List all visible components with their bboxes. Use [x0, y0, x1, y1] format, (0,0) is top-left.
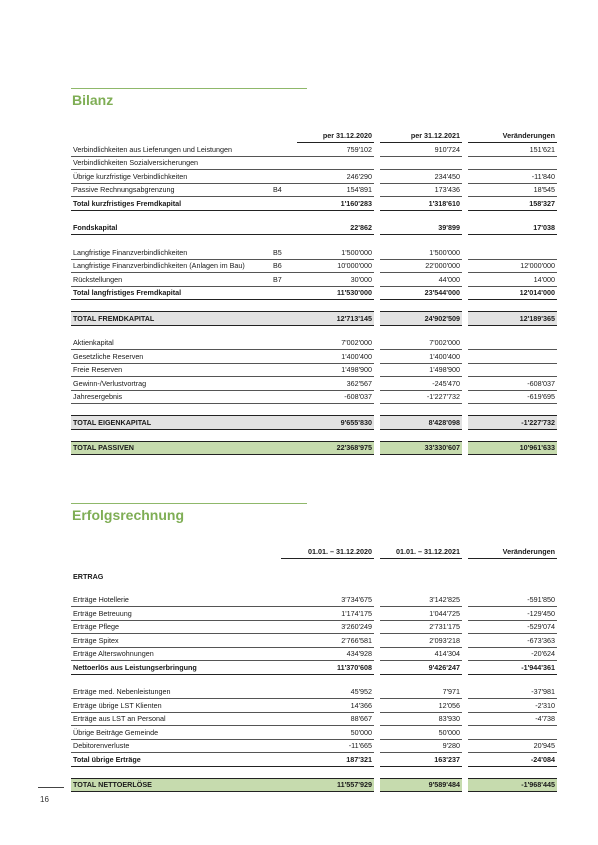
value-col2	[380, 404, 462, 415]
header-blank-cell	[271, 545, 281, 559]
value-col3: -20'624	[468, 648, 557, 662]
value-col2: 1'400'400	[380, 350, 462, 364]
row-note	[271, 570, 281, 583]
erfolgsrechnung-title-rule	[71, 503, 307, 504]
row-note: B5	[271, 246, 297, 260]
value-col2: 7'002'000	[380, 337, 462, 351]
row-label: Langfristige Finanzverbindlichkeiten	[71, 246, 271, 260]
value-col2	[380, 570, 462, 583]
bilanz-title-rule	[71, 88, 307, 89]
value-col3: 17'038	[468, 222, 557, 236]
row-note	[271, 197, 297, 211]
spacer-row	[71, 583, 557, 594]
value-col3	[468, 350, 557, 364]
value-col3: 158'327	[468, 197, 557, 211]
row-note	[271, 211, 297, 222]
row-note: B4	[271, 184, 297, 198]
row-label	[71, 430, 271, 441]
table-row	[71, 713, 557, 727]
value-col1: 3'260'249	[281, 621, 374, 635]
value-col2	[380, 235, 462, 246]
value-col2: 910'724	[380, 143, 462, 157]
row-note	[271, 157, 297, 171]
row-label	[71, 675, 271, 686]
value-col1: 434'928	[281, 648, 374, 662]
value-col3: 10'961'633	[468, 441, 557, 456]
page-number: 16	[40, 795, 49, 804]
row-note	[271, 726, 281, 740]
table-row	[71, 634, 557, 648]
value-col1	[297, 300, 374, 311]
value-col1: 1'160'283	[297, 197, 374, 211]
row-label: Nettoerlös aus Leistungserbringung	[71, 661, 271, 675]
value-col1	[297, 404, 374, 415]
spacer-row	[71, 430, 557, 441]
row-label: Gesetzliche Reserven	[71, 350, 271, 364]
row-label: Erträge Alterswohnungen	[71, 648, 271, 662]
spacer-row	[71, 404, 557, 415]
value-col2	[380, 300, 462, 311]
table-row	[71, 260, 557, 274]
value-col1	[297, 157, 374, 171]
row-label: Total kurzfristiges Fremdkapital	[71, 197, 271, 211]
value-col2: 33'330'607	[380, 441, 462, 456]
spacer-row	[71, 767, 557, 778]
row-note	[271, 337, 297, 351]
value-col1: -11'665	[281, 740, 374, 754]
row-note	[271, 607, 281, 621]
row-note	[271, 235, 297, 246]
row-note	[271, 713, 281, 727]
table-row	[71, 661, 557, 675]
row-note	[271, 326, 297, 337]
row-label	[71, 767, 271, 778]
value-col2: 22'000'000	[380, 260, 462, 274]
value-col3	[468, 726, 557, 740]
table-row	[71, 143, 557, 157]
value-col1	[281, 767, 374, 778]
row-note	[271, 594, 281, 608]
value-col3	[468, 675, 557, 686]
row-note	[271, 661, 281, 675]
row-label: Verbindlichkeiten aus Lieferungen und Leistungen	[71, 143, 271, 157]
row-label: Erträge aus LST an Personal	[71, 713, 271, 727]
row-label: Aktienkapital	[71, 337, 271, 351]
value-col2: 414'304	[380, 648, 462, 662]
table-row	[71, 273, 557, 287]
value-col2: 234'450	[380, 170, 462, 184]
value-col2: 7'971	[380, 686, 462, 700]
row-note	[271, 300, 297, 311]
footer-rule	[38, 787, 64, 788]
table-row	[71, 197, 557, 211]
value-col1: 1'400'400	[297, 350, 374, 364]
table-row	[71, 778, 557, 793]
row-label: Erträge Hotellerie	[71, 594, 271, 608]
value-col1: 11'370'608	[281, 661, 374, 675]
row-label: Erträge übrige LST Klienten	[71, 699, 271, 713]
row-note	[271, 143, 297, 157]
row-note	[271, 311, 297, 326]
table-row	[71, 391, 557, 405]
value-col1	[281, 583, 374, 594]
value-col2	[380, 430, 462, 441]
table-row	[71, 441, 557, 456]
row-label: TOTAL PASSIVEN	[71, 441, 271, 456]
row-label: TOTAL EIGENKAPITAL	[71, 415, 271, 430]
column-header: 01.01. – 31.12.2020	[281, 545, 374, 559]
row-label: Erträge Betreuung	[71, 607, 271, 621]
value-col3: 151'621	[468, 143, 557, 157]
value-col3: -1'968'445	[468, 778, 557, 793]
row-label	[71, 211, 271, 222]
value-col2	[380, 675, 462, 686]
value-col1	[281, 570, 374, 583]
value-col2	[380, 211, 462, 222]
row-note	[271, 648, 281, 662]
spacer-row	[71, 559, 557, 570]
row-note	[271, 170, 297, 184]
table-header-row	[71, 129, 557, 143]
value-col1: 1'174'175	[281, 607, 374, 621]
header-blank-cell	[71, 545, 271, 559]
column-header: 01.01. – 31.12.2021	[380, 545, 462, 559]
value-col2: 83'930	[380, 713, 462, 727]
value-col2: -1'227'732	[380, 391, 462, 405]
value-col3: -11'840	[468, 170, 557, 184]
value-col1: 362'567	[297, 377, 374, 391]
value-col2: 23'544'000	[380, 287, 462, 301]
value-col1	[281, 675, 374, 686]
value-col1: 12'713'145	[297, 311, 374, 326]
value-col3	[468, 430, 557, 441]
erfolgsrechnung-title: Erfolgsrechnung	[72, 507, 185, 523]
value-col2: 163'237	[380, 753, 462, 767]
erfolgsrechnung-table	[71, 545, 557, 792]
value-col2: 1'500'000	[380, 246, 462, 260]
value-col2: 50'000	[380, 726, 462, 740]
value-col1: 50'000	[281, 726, 374, 740]
table-row	[71, 184, 557, 198]
table-row	[71, 246, 557, 260]
value-col3: 14'000	[468, 273, 557, 287]
row-label: Übrige Beiträge Gemeinde	[71, 726, 271, 740]
value-col3: 12'000'000	[468, 260, 557, 274]
value-col2: 8'428'098	[380, 415, 462, 430]
row-note	[271, 686, 281, 700]
table-row	[71, 170, 557, 184]
row-label: ERTRAG	[73, 571, 104, 581]
row-note: B7	[271, 273, 297, 287]
row-label: Erträge Pflege	[71, 621, 271, 635]
value-col3: -37'981	[468, 686, 557, 700]
column-header: per 31.12.2021	[380, 129, 462, 143]
table-row	[71, 699, 557, 713]
value-col3: 20'945	[468, 740, 557, 754]
value-col3: -591'850	[468, 594, 557, 608]
row-note	[271, 287, 297, 301]
table-row	[71, 415, 557, 430]
value-col3: -673'363	[468, 634, 557, 648]
table-row	[71, 311, 557, 326]
table-row	[71, 157, 557, 171]
value-col2: 1'044'725	[380, 607, 462, 621]
value-col2: 9'280	[380, 740, 462, 754]
value-col1: 22'862	[297, 222, 374, 236]
value-col1: 88'667	[281, 713, 374, 727]
value-col3	[468, 300, 557, 311]
row-note	[271, 740, 281, 754]
row-label: TOTAL FREMDKAPITAL	[71, 311, 271, 326]
table-row	[71, 377, 557, 391]
row-label	[71, 326, 271, 337]
value-col1: 30'000	[297, 273, 374, 287]
value-col2	[380, 157, 462, 171]
table-row	[71, 594, 557, 608]
value-col3	[468, 326, 557, 337]
value-col1	[281, 559, 374, 570]
table-row	[71, 648, 557, 662]
value-col3: -1'944'361	[468, 661, 557, 675]
table-row	[71, 337, 557, 351]
value-col3	[468, 157, 557, 171]
row-label: Jahresergebnis	[71, 391, 271, 405]
value-col3	[468, 211, 557, 222]
value-col2: 12'056	[380, 699, 462, 713]
bilanz-table	[71, 129, 557, 455]
value-col1: 154'891	[297, 184, 374, 198]
value-col3: -529'074	[468, 621, 557, 635]
value-col1: 11'557'929	[281, 778, 374, 793]
value-col2: 3'142'825	[380, 594, 462, 608]
value-col2: 173'436	[380, 184, 462, 198]
value-col1: 759'102	[297, 143, 374, 157]
value-col1: -608'037	[297, 391, 374, 405]
value-col3	[468, 767, 557, 778]
table-row	[71, 740, 557, 754]
row-note	[271, 559, 281, 570]
value-col1: 10'000'000	[297, 260, 374, 274]
value-col3: 12'014'000	[468, 287, 557, 301]
row-note	[271, 441, 297, 456]
row-note	[271, 364, 297, 378]
row-note	[271, 430, 297, 441]
row-label: Fondskapital	[71, 222, 271, 236]
column-header: Veränderungen	[468, 545, 557, 559]
row-label: Total übrige Erträge	[71, 753, 271, 767]
row-label	[71, 404, 271, 415]
value-col1	[297, 430, 374, 441]
table-row	[71, 686, 557, 700]
value-col3	[468, 246, 557, 260]
value-col3	[468, 364, 557, 378]
table-row	[71, 753, 557, 767]
value-col1	[297, 326, 374, 337]
value-col1: 9'655'830	[297, 415, 374, 430]
value-col2: -245'470	[380, 377, 462, 391]
spacer-row	[71, 300, 557, 311]
row-label: Debitorenverluste	[71, 740, 271, 754]
row-label	[71, 583, 271, 594]
value-col3: -4'738	[468, 713, 557, 727]
value-col3	[468, 559, 557, 570]
value-col3: -129'450	[468, 607, 557, 621]
value-col3: 18'545	[468, 184, 557, 198]
column-header: per 31.12.2020	[297, 129, 374, 143]
row-note	[271, 778, 281, 793]
value-col3	[468, 583, 557, 594]
table-row	[71, 364, 557, 378]
row-note	[271, 675, 281, 686]
row-note	[271, 634, 281, 648]
value-col1: 3'734'675	[281, 594, 374, 608]
row-label: Langfristige Finanzverbindlichkeiten (Anlagen im Bau)	[71, 260, 271, 274]
row-label: Erträge med. Nebenleistungen	[71, 686, 271, 700]
value-col1: 7'002'000	[297, 337, 374, 351]
value-col2: 39'899	[380, 222, 462, 236]
table-row	[71, 726, 557, 740]
table-row	[71, 350, 557, 364]
value-col3: -2'310	[468, 699, 557, 713]
column-header: Veränderungen	[468, 129, 557, 143]
bilanz-title: Bilanz	[72, 92, 114, 108]
value-col2: 2'093'218	[380, 634, 462, 648]
value-col2: 9'426'247	[380, 661, 462, 675]
value-col2	[380, 767, 462, 778]
header-blank-cell	[71, 129, 271, 143]
row-label: TOTAL NETTOERLÖSE	[71, 778, 271, 793]
value-col3: -619'695	[468, 391, 557, 405]
value-col2	[380, 326, 462, 337]
row-label: Rückstellungen	[71, 273, 271, 287]
value-col2	[380, 559, 462, 570]
spacer-row	[71, 326, 557, 337]
spacer-row	[71, 675, 557, 686]
row-label	[71, 300, 271, 311]
row-note	[271, 583, 281, 594]
row-label: Übrige kurzfristige Verbindlichkeiten	[71, 170, 271, 184]
row-note	[271, 350, 297, 364]
value-col3: 12'189'365	[468, 311, 557, 326]
value-col1: 14'366	[281, 699, 374, 713]
row-label	[71, 235, 271, 246]
value-col2: 2'731'175	[380, 621, 462, 635]
value-col1	[297, 211, 374, 222]
value-col3: -1'227'732	[468, 415, 557, 430]
value-col1: 11'530'000	[297, 287, 374, 301]
value-col1: 246'290	[297, 170, 374, 184]
row-label: Verbindlichkeiten Sozialversicherungen	[71, 157, 271, 171]
row-label: Gewinn-/Verlustvortrag	[71, 377, 271, 391]
row-note	[271, 699, 281, 713]
value-col2: 44'000	[380, 273, 462, 287]
row-note	[271, 621, 281, 635]
row-note: B6	[271, 260, 297, 274]
value-col3	[468, 404, 557, 415]
value-col2: 24'902'509	[380, 311, 462, 326]
table-row	[71, 621, 557, 635]
table-row	[71, 607, 557, 621]
value-col2: 9'589'484	[380, 778, 462, 793]
row-note	[271, 404, 297, 415]
row-label	[71, 559, 271, 570]
row-label: Erträge Spitex	[71, 634, 271, 648]
row-label: Total langfristiges Fremdkapital	[71, 287, 271, 301]
value-col2: 1'318'610	[380, 197, 462, 211]
spacer-row	[71, 235, 557, 246]
row-note	[271, 391, 297, 405]
table-row	[71, 222, 557, 236]
row-label: Freie Reserven	[71, 364, 271, 378]
value-col3	[468, 337, 557, 351]
value-col3	[468, 570, 557, 583]
table-header-row	[71, 545, 557, 559]
row-note	[271, 415, 297, 430]
value-col3: -24'084	[468, 753, 557, 767]
header-blank-cell	[271, 129, 297, 143]
value-col1: 22'368'975	[297, 441, 374, 456]
row-note	[271, 222, 297, 236]
row-note	[271, 767, 281, 778]
value-col1: 1'498'900	[297, 364, 374, 378]
value-col1: 187'321	[281, 753, 374, 767]
table-row	[71, 570, 557, 583]
value-col1: 45'952	[281, 686, 374, 700]
spacer-row	[71, 211, 557, 222]
value-col1	[297, 235, 374, 246]
row-label: Passive Rechnungsabgrenzung	[71, 184, 271, 198]
row-note	[271, 377, 297, 391]
value-col2	[380, 583, 462, 594]
row-note	[271, 753, 281, 767]
value-col1: 1'500'000	[297, 246, 374, 260]
table-row	[71, 287, 557, 301]
value-col3	[468, 235, 557, 246]
value-col1: 2'766'581	[281, 634, 374, 648]
value-col2: 1'498'900	[380, 364, 462, 378]
value-col3: -608'037	[468, 377, 557, 391]
